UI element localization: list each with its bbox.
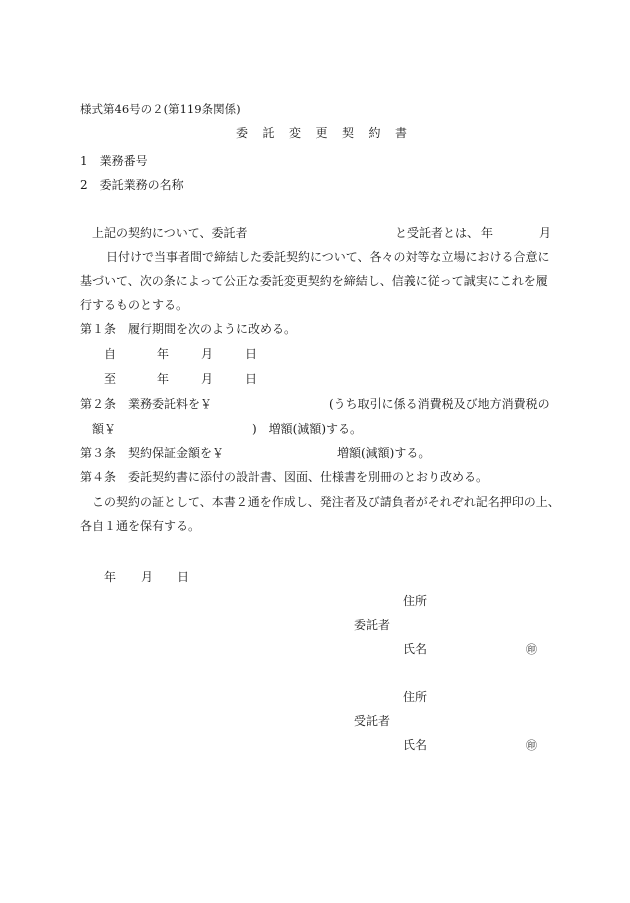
date-month: 月 bbox=[141, 570, 154, 584]
document-title: 委託変更契約書 bbox=[236, 126, 422, 140]
period-to-month: 月 bbox=[201, 372, 214, 386]
consignee-role: 受託者 bbox=[354, 714, 391, 728]
consignee-address-label: 住所 bbox=[403, 690, 428, 704]
consignor-role: 委託者 bbox=[354, 618, 391, 632]
period-from-day: 日 bbox=[245, 347, 258, 361]
consignor-name-label: 氏名 bbox=[403, 642, 428, 656]
article-2-tax-amount: 額￥ bbox=[92, 422, 117, 436]
period-from-month: 月 bbox=[201, 347, 214, 361]
article-2-fee: 第２条 業務委託料を￥ bbox=[80, 397, 213, 411]
period-to-day: 日 bbox=[245, 372, 258, 386]
article-1-heading: 第１条 履行期間を次のように改める。 bbox=[80, 322, 297, 336]
preamble-year: 年 bbox=[481, 226, 494, 240]
form-number: 様式第46号の２(第119条関係) bbox=[80, 102, 241, 116]
period-from-year: 年 bbox=[157, 347, 170, 361]
consignee-seal-mark: ㊞ bbox=[526, 739, 537, 752]
article-3-change: 増額(減額)する。 bbox=[337, 446, 431, 460]
consignor-seal-mark: ㊞ bbox=[526, 643, 537, 656]
item-business-number: 1 業務番号 bbox=[80, 154, 148, 168]
closing-line-2: 各自１通を保有する。 bbox=[80, 519, 201, 533]
preamble-consignee-text: と受託者とは、 bbox=[395, 226, 480, 240]
period-to-year: 年 bbox=[157, 372, 170, 386]
preamble-line-4: 行するものとする。 bbox=[80, 298, 189, 312]
period-to-label: 至 bbox=[104, 372, 117, 386]
preamble-month: 月 bbox=[539, 226, 552, 240]
consignee-name-label: 氏名 bbox=[403, 738, 428, 752]
period-from-label: 自 bbox=[104, 347, 117, 361]
article-3-deposit: 第３条 契約保証金額を￥ bbox=[80, 446, 225, 460]
consignor-address-label: 住所 bbox=[403, 594, 428, 608]
article-2-tax-note: (うち取引に係る消費税及び地方消費税の bbox=[329, 397, 550, 411]
date-day: 日 bbox=[177, 570, 190, 584]
preamble-line-2: 日付けで当事者間で締結した委託契約について、各々の対等な立場における合意に bbox=[106, 250, 550, 264]
preamble-line-3: 基づいて、次の条によって公正な委託変更契約を締結し、信義に従って誠実にこれを履 bbox=[80, 274, 548, 288]
item-business-name: 2 委託業務の名称 bbox=[80, 178, 184, 192]
date-year: 年 bbox=[104, 570, 117, 584]
closing-line-1: この契約の証として、本書２通を作成し、発注者及び請負者がそれぞれ記名押印の上、 bbox=[92, 495, 560, 509]
preamble-consignor-text: 上記の契約について、委託者 bbox=[92, 226, 248, 240]
article-2-change: ) 増額(減額)する。 bbox=[252, 422, 363, 436]
article-4: 第４条 委託契約書に添付の設計書、図面、仕様書を別冊のとおり改める。 bbox=[80, 470, 489, 484]
